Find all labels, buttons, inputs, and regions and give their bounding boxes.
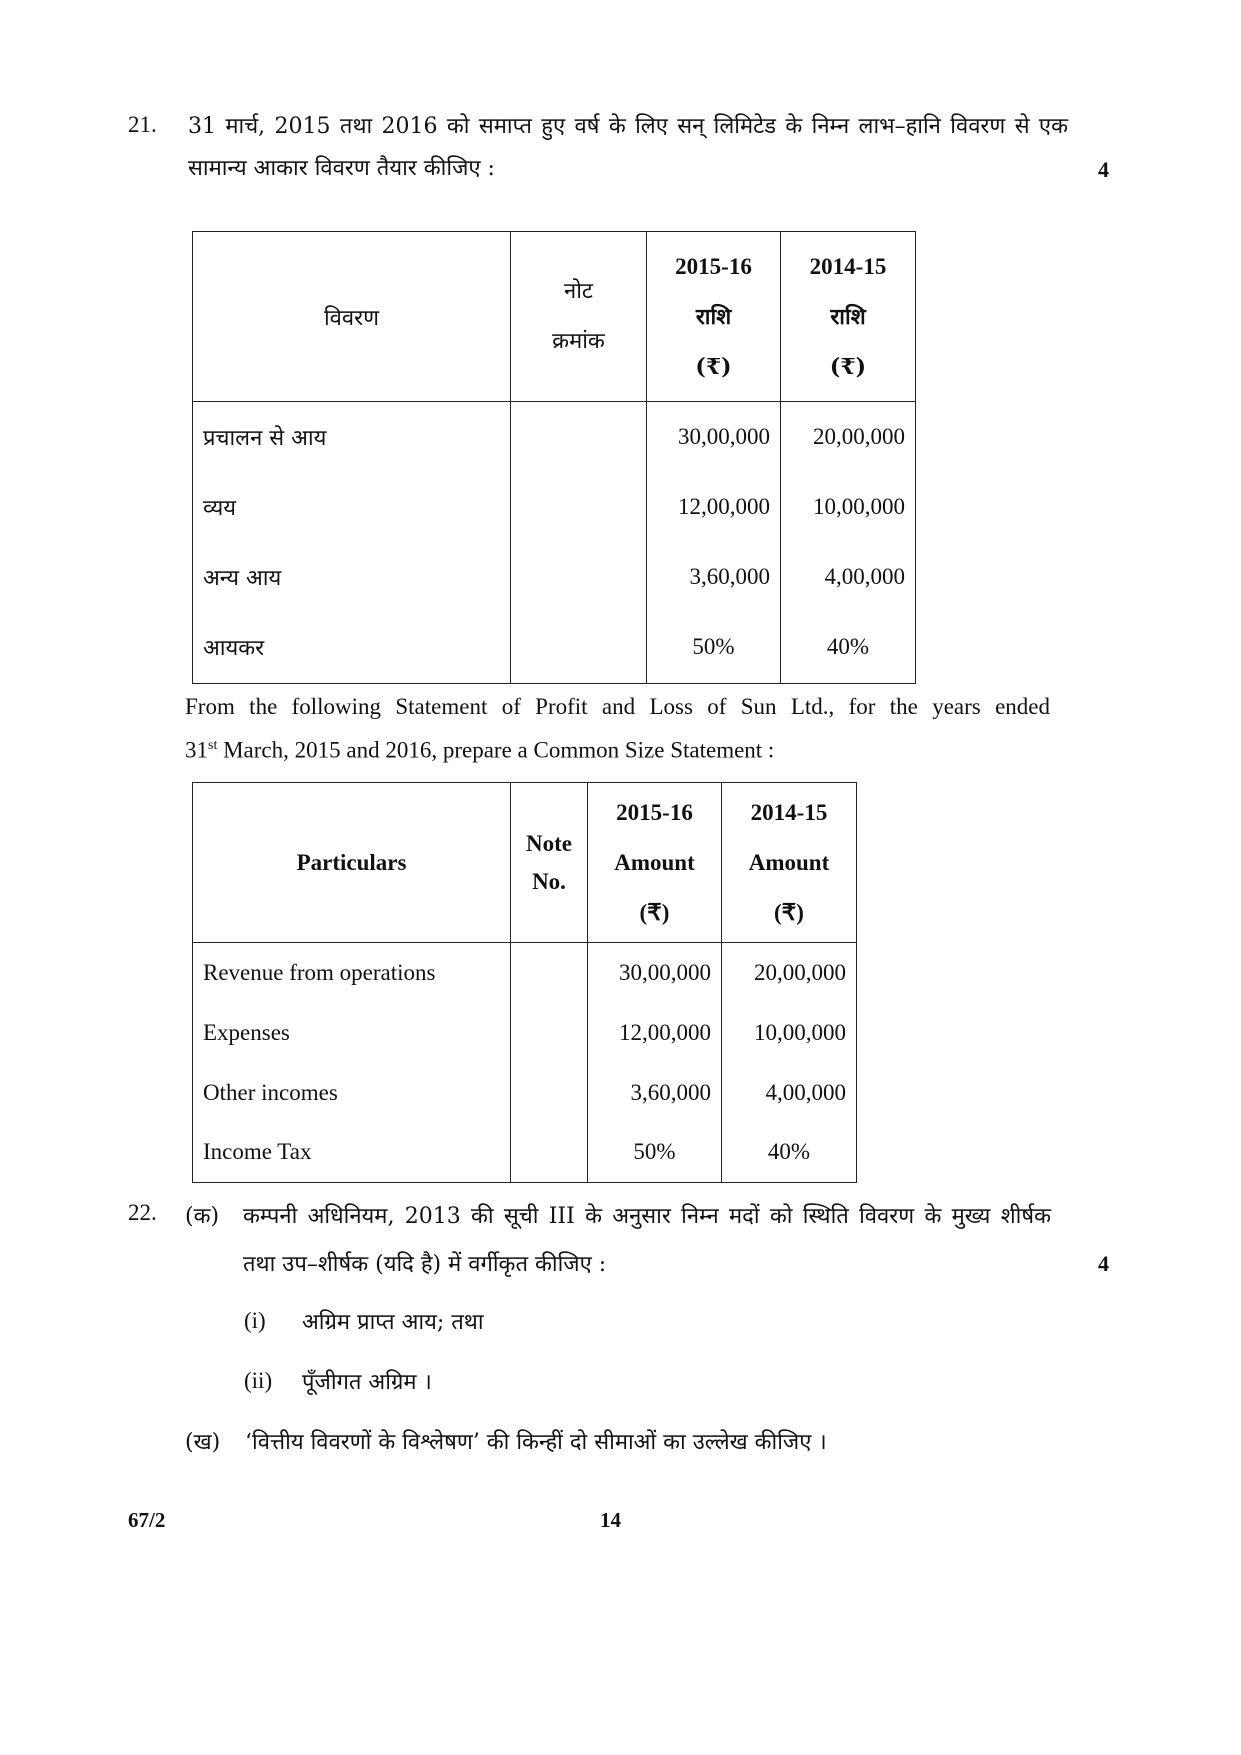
q22-item-2-text: पूँजीगत अग्रिम । — [302, 1370, 432, 1395]
q21-english-line1: From the following Statement of Profit and Loss of Sun Ltd., for the years ended — [185, 694, 1050, 719]
q22-item-1-text: अग्रिम प्राप्त आय; तथा — [302, 1310, 484, 1335]
row-value-2014-15: 10,00,000 — [722, 1003, 857, 1063]
row-note — [511, 402, 647, 472]
row-value-2014-15: 20,00,000 — [781, 402, 916, 472]
row-value-2014-15: 20,00,000 — [722, 943, 857, 1003]
table-row — [193, 943, 857, 1003]
q22-part-a-line2: तथा उप–शीर्षक (यदि है) में वर्गीकृत कीजिए : — [243, 1252, 607, 1277]
row-value-2014-15: 40% — [781, 612, 916, 684]
row-value-2015-16: 12,00,000 — [588, 1003, 722, 1063]
header-year1: 2015-16 Amount (₹) — [588, 783, 722, 943]
header-note-no: Note No. — [511, 783, 588, 943]
row-label: Revenue from operations — [193, 943, 511, 1003]
row-value-2014-15: 40% — [722, 1123, 857, 1183]
table-row — [193, 542, 916, 612]
table-row — [193, 1003, 857, 1063]
english-statement-table — [192, 782, 857, 1183]
q22-part-a-label: (क) — [185, 1204, 220, 1229]
row-note — [511, 612, 647, 684]
table-row — [193, 612, 916, 684]
row-value-2015-16: 12,00,000 — [647, 472, 781, 542]
header-year2: 2014-15 Amount (₹) — [722, 783, 857, 943]
paper-code: 67/2 — [128, 1508, 166, 1532]
row-value-2015-16: 3,60,000 — [647, 542, 781, 612]
row-label: Other incomes — [193, 1063, 511, 1123]
page-number: 14 — [600, 1508, 621, 1532]
row-label: Income Tax — [193, 1123, 511, 1183]
row-note — [511, 1003, 588, 1063]
q22-item-1-label: (i) — [244, 1308, 266, 1333]
table-row — [193, 1123, 857, 1183]
row-label: अन्य आय — [193, 542, 511, 612]
header-particulars-hindi: विवरण — [193, 232, 511, 402]
question-number-21: 21. — [128, 112, 157, 137]
header-year2-hindi: 2014-15 राशि (₹) — [781, 232, 916, 402]
row-value-2015-16: 3,60,000 — [588, 1063, 722, 1123]
row-value-2015-16: 50% — [647, 612, 781, 684]
table-row — [193, 402, 916, 472]
q22-item-2-label: (ii) — [244, 1368, 273, 1393]
row-note — [511, 1063, 588, 1123]
table-row — [193, 472, 916, 542]
q21-marks: 4 — [1098, 157, 1109, 182]
row-value-2014-15: 4,00,000 — [781, 542, 916, 612]
row-label: व्यय — [193, 472, 511, 542]
header-note-hindi: नोट क्रमांक — [511, 232, 647, 402]
q22-part-a-line1: कम्पनी अधिनियम, 2013 की सूची III के अनुसार निम्न मदों को स्थिति विवरण के मुख्य शीर्षक — [243, 1204, 1051, 1229]
row-label: आयकर — [193, 612, 511, 684]
hindi-statement-table — [192, 231, 916, 684]
q21-hindi-line1: 31 मार्च, 2015 तथा 2016 को समाप्त हुए वर्ष के लिए सन् लिमिटेड के निम्न लाभ–हानि विवरण से एक — [188, 114, 1068, 139]
table-row — [193, 1063, 857, 1123]
q22-part-b-text: ‘वित्तीय विवरणों के विश्लेषण’ की किन्हीं दो सीमाओं का उल्लेख कीजिए । — [245, 1430, 827, 1455]
q21-english-line2: 31st March, 2015 and 2016, prepare a Common Size Statement : — [185, 737, 775, 763]
row-value-2014-15: 4,00,000 — [722, 1063, 857, 1123]
q22-marks: 4 — [1098, 1251, 1109, 1276]
q22-part-b-label: (ख) — [185, 1430, 221, 1455]
question-number-22: 22. — [128, 1200, 157, 1225]
header-year1-hindi: 2015-16 राशि (₹) — [647, 232, 781, 402]
row-value-2015-16: 30,00,000 — [588, 943, 722, 1003]
row-value-2015-16: 30,00,000 — [647, 402, 781, 472]
header-particulars: Particulars — [193, 783, 511, 943]
row-value-2015-16: 50% — [588, 1123, 722, 1183]
row-note — [511, 943, 588, 1003]
row-value-2014-15: 10,00,000 — [781, 472, 916, 542]
row-label: प्रचालन से आय — [193, 402, 511, 472]
row-note — [511, 472, 647, 542]
row-note — [511, 542, 647, 612]
row-label: Expenses — [193, 1003, 511, 1063]
row-note — [511, 1123, 588, 1183]
q21-hindi-line2: सामान्य आकार विवरण तैयार कीजिए : — [188, 156, 495, 181]
